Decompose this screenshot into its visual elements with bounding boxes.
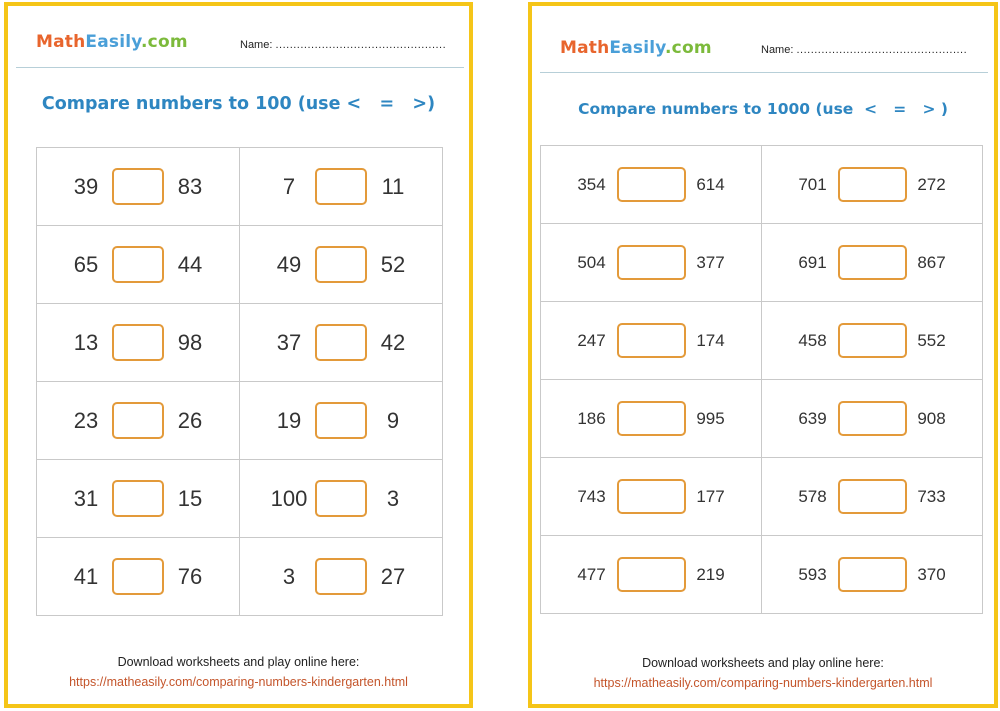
footer	[532, 656, 994, 690]
left-number: 639	[798, 408, 827, 428]
left-number: 41	[73, 563, 99, 589]
comparison-cell	[541, 380, 762, 458]
right-number: 27	[380, 563, 406, 589]
comparison-cell	[37, 304, 240, 382]
answer-box[interactable]	[112, 168, 164, 205]
comparison-cell	[240, 382, 443, 460]
left-number: 37	[276, 329, 302, 355]
comparison-cell	[762, 536, 983, 614]
comparison-item	[37, 538, 239, 615]
comparison-cell	[762, 458, 983, 536]
left-number: 100	[270, 485, 308, 511]
worksheet-left	[4, 2, 473, 708]
right-number: 733	[917, 486, 946, 506]
left-number: 354	[577, 174, 606, 194]
grid-row	[37, 382, 443, 460]
grid-row	[541, 224, 983, 302]
comparison-item	[240, 460, 442, 537]
comparison-item	[37, 304, 239, 381]
right-number: 219	[696, 564, 725, 584]
comparison-item	[541, 380, 761, 457]
footer-text: Download worksheets and play online here:	[642, 656, 884, 670]
comparison-item	[762, 458, 982, 535]
right-number: 272	[917, 174, 946, 194]
right-number: 52	[380, 251, 406, 277]
footer-text: Download worksheets and play online here:	[117, 655, 360, 669]
comparison-cell	[37, 382, 240, 460]
answer-box[interactable]	[838, 167, 907, 202]
answer-box[interactable]	[112, 558, 164, 595]
comparison-item	[762, 224, 982, 301]
left-number: 7	[282, 173, 296, 199]
matheasily-logo: MathEasily.com	[560, 38, 712, 58]
left-number: 39	[73, 173, 99, 199]
left-number: 458	[798, 330, 827, 350]
comparison-cell	[240, 226, 443, 304]
left-number: 186	[577, 408, 606, 428]
comparison-cell	[37, 460, 240, 538]
comparison-item	[541, 536, 761, 613]
grid-row	[541, 302, 983, 380]
left-number: 49	[276, 251, 302, 277]
comparison-cell	[762, 380, 983, 458]
comparison-cell	[541, 146, 762, 224]
answer-box[interactable]	[112, 324, 164, 361]
right-number: 9	[386, 407, 400, 433]
answer-box[interactable]	[617, 479, 686, 514]
grid-row	[37, 226, 443, 304]
comparison-item	[240, 148, 442, 225]
right-number: 552	[917, 330, 946, 350]
right-number: 614	[696, 174, 725, 194]
grid-row	[541, 458, 983, 536]
answer-box[interactable]	[315, 402, 367, 439]
right-number: 174	[696, 330, 725, 350]
comparison-item	[541, 302, 761, 379]
comparison-item	[762, 146, 982, 223]
comparison-item	[240, 382, 442, 459]
comparison-cell	[762, 224, 983, 302]
grid-row	[37, 460, 443, 538]
comparison-cell	[240, 538, 443, 616]
footer	[8, 655, 469, 689]
comparison-grid	[36, 147, 443, 616]
comparison-cell	[240, 148, 443, 226]
comparison-item	[762, 380, 982, 457]
right-number: 26	[177, 407, 203, 433]
right-number: 3	[386, 485, 400, 511]
comparison-cell	[37, 148, 240, 226]
answer-box[interactable]	[315, 324, 367, 361]
name-field[interactable]	[761, 44, 967, 56]
answer-box[interactable]	[112, 402, 164, 439]
comparison-cell	[541, 302, 762, 380]
comparison-item	[541, 146, 761, 223]
left-number: 504	[577, 252, 606, 272]
comparison-item	[240, 226, 442, 303]
footer-link[interactable]: https://matheasily.com/comparing-numbers-kindergarten.html	[69, 675, 408, 689]
name-label: Name:	[761, 44, 794, 56]
comparison-item	[541, 458, 761, 535]
left-number: 701	[798, 174, 827, 194]
comparison-item	[240, 304, 442, 381]
right-number: 370	[917, 564, 946, 584]
comparison-item	[762, 302, 982, 379]
answer-box[interactable]	[617, 323, 686, 358]
grid-row	[37, 304, 443, 382]
name-dots: ................................................	[796, 44, 968, 56]
right-number: 44	[177, 251, 203, 277]
right-number: 377	[696, 252, 725, 272]
grid-row	[541, 536, 983, 614]
answer-box[interactable]	[315, 168, 367, 205]
right-number: 83	[177, 173, 203, 199]
comparison-cell	[541, 536, 762, 614]
answer-box[interactable]	[838, 479, 907, 514]
answer-box[interactable]	[112, 246, 164, 283]
answer-box[interactable]	[617, 557, 686, 592]
comparison-item	[37, 460, 239, 537]
answer-box[interactable]	[838, 557, 907, 592]
right-number: 76	[177, 563, 203, 589]
name-label: Name:	[240, 39, 273, 51]
comparison-cell	[762, 302, 983, 380]
left-number: 3	[282, 563, 296, 589]
right-number: 42	[380, 329, 406, 355]
grid-row	[37, 538, 443, 616]
answer-box[interactable]	[838, 323, 907, 358]
grid-row	[37, 148, 443, 226]
comparison-cell	[240, 304, 443, 382]
answer-box[interactable]	[838, 245, 907, 280]
answer-box[interactable]	[617, 245, 686, 280]
left-number: 65	[73, 251, 99, 277]
footer-link[interactable]: https://matheasily.com/comparing-numbers-kindergarten.html	[593, 676, 933, 690]
worksheet-right	[528, 2, 998, 708]
matheasily-logo: MathEasily.com	[36, 32, 188, 52]
left-number: 19	[276, 407, 302, 433]
page-title: Compare numbers to 100 (use < = >)	[41, 94, 436, 114]
answer-box[interactable]	[315, 480, 367, 517]
left-number: 13	[73, 329, 99, 355]
header-divider	[540, 72, 988, 73]
grid-row	[541, 380, 983, 458]
comparison-item	[240, 538, 442, 615]
right-number: 867	[917, 252, 946, 272]
comparison-cell	[541, 458, 762, 536]
grid-row	[541, 146, 983, 224]
left-number: 743	[577, 486, 606, 506]
answer-box[interactable]	[617, 401, 686, 436]
answer-box[interactable]	[112, 480, 164, 517]
answer-box[interactable]	[315, 558, 367, 595]
left-number: 477	[577, 564, 606, 584]
left-number: 247	[577, 330, 606, 350]
comparison-item	[541, 224, 761, 301]
left-number: 23	[73, 407, 99, 433]
right-number: 11	[381, 173, 405, 199]
left-number: 593	[798, 564, 827, 584]
comparison-item	[37, 226, 239, 303]
answer-box[interactable]	[315, 246, 367, 283]
comparison-cell	[240, 460, 443, 538]
comparison-item	[37, 148, 239, 225]
right-number: 908	[917, 408, 946, 428]
comparison-cell	[37, 538, 240, 616]
answer-box[interactable]	[838, 401, 907, 436]
right-number: 15	[177, 485, 203, 511]
left-number: 31	[73, 485, 99, 511]
comparison-cell	[762, 146, 983, 224]
comparison-cell	[37, 226, 240, 304]
header-divider	[16, 67, 464, 68]
left-number: 691	[798, 252, 827, 272]
name-dots: ................................................	[275, 39, 447, 51]
right-number: 995	[696, 408, 725, 428]
answer-box[interactable]	[617, 167, 686, 202]
comparison-item	[762, 536, 982, 613]
right-number: 177	[696, 486, 725, 506]
left-number: 578	[798, 486, 827, 506]
right-number: 98	[177, 329, 203, 355]
comparison-grid	[540, 145, 983, 614]
name-field[interactable]	[240, 39, 446, 51]
comparison-item	[37, 382, 239, 459]
page-title: Compare numbers to 1000 (use < = > )	[578, 100, 948, 118]
comparison-cell	[541, 224, 762, 302]
